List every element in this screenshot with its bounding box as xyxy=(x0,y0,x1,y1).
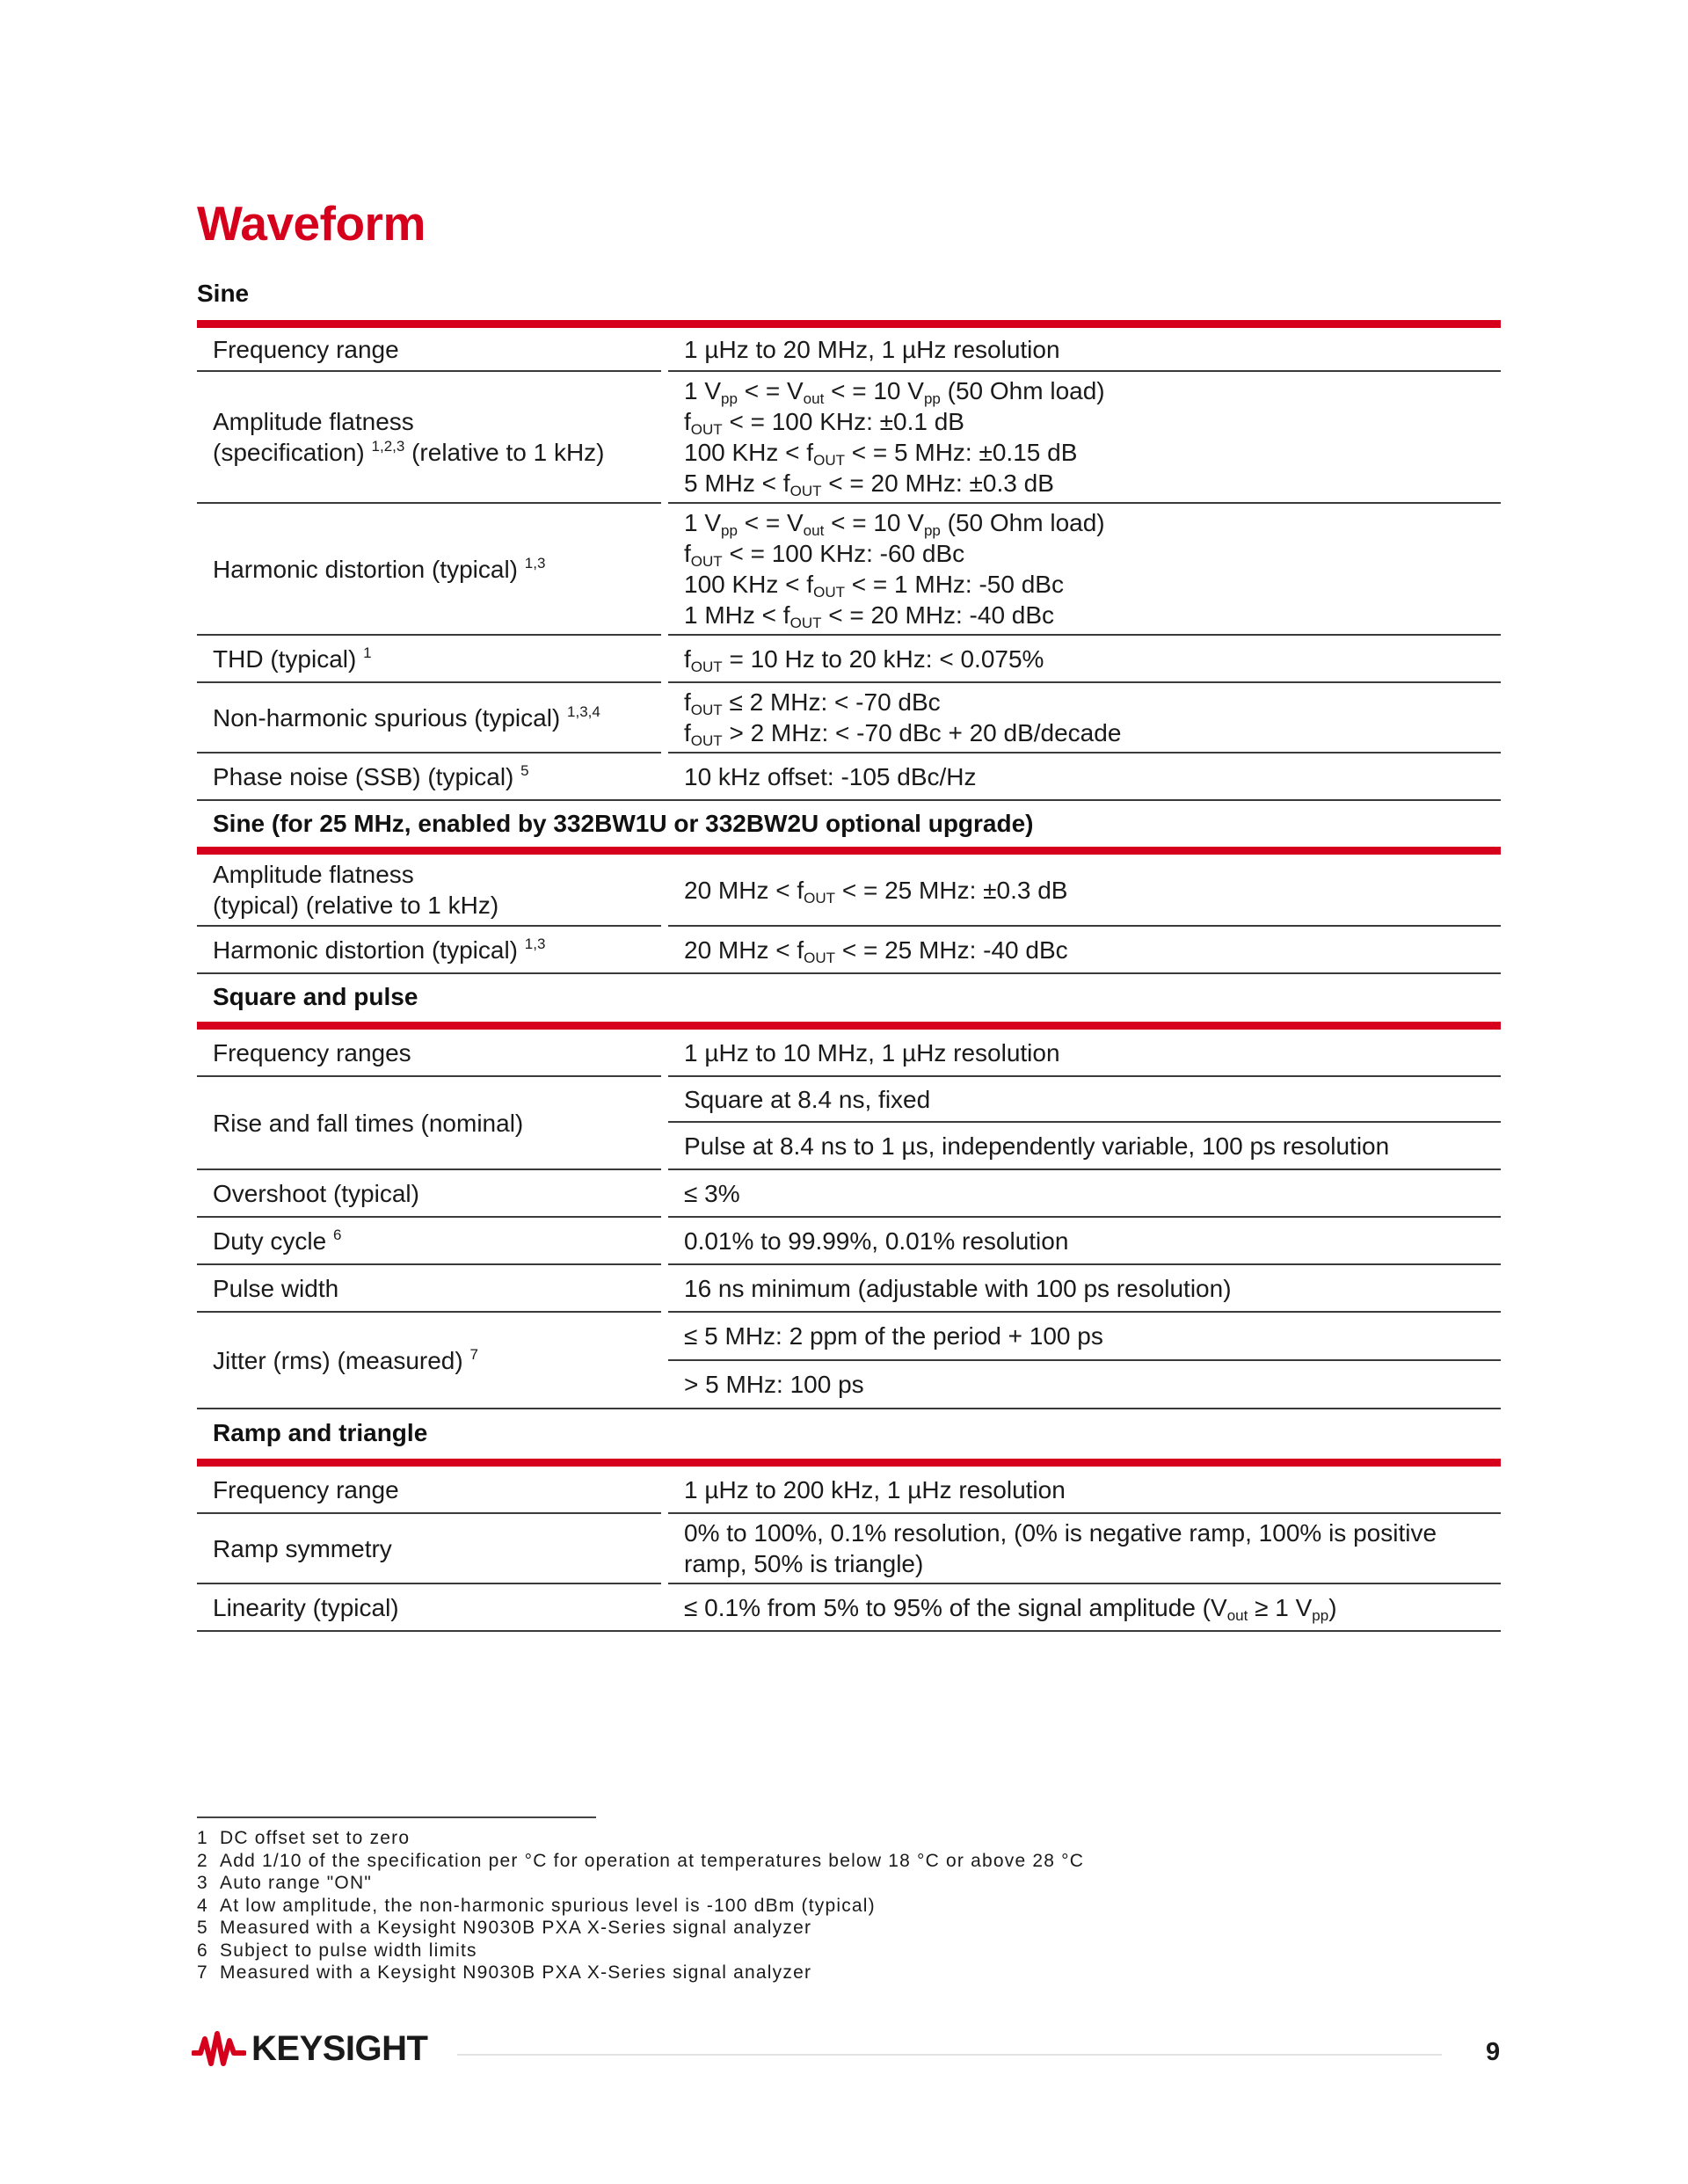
value-line: 1 $V_{pp}$ < = $V_{out}$ < = 10 $V_{pp}$ (50 Ohm load) xyxy=(684,509,1105,539)
value-line: $f_{OUT} = 10$ Hz to 20 kHz: < 0.075% xyxy=(684,644,1044,675)
value-line: 100 KHz < $f_{OUT}$ < = 5 MHz: ±0.15 dB xyxy=(684,439,1078,469)
value-line: 5 MHz < $f_{OUT}$ < = 20 MHz: ±0.3 dB xyxy=(684,470,1054,499)
spec-value: 0.01% to 99.99%, 0.01% resolution xyxy=(684,1227,1069,1255)
spec-value: > 5 MHz: 100 ps xyxy=(684,1371,864,1398)
spec-value xyxy=(684,683,1484,752)
section-heading-sine-25mhz: Sine (for 25 MHz, enabled by 332BW1U or 332BW2U optional upgrade) xyxy=(213,810,1034,837)
label-line: THD (typical) $^1$ xyxy=(213,644,372,673)
value-line: 1 MHz < $f_{OUT}$ < = 20 MHz: -40 dBc xyxy=(684,601,1055,631)
value-line: 0% to 100%, 0.1% resolution, (0% is negative ramp, 100% is positive xyxy=(684,1519,1437,1547)
label-line: Harmonic distortion (typical) $^{1,3}$ xyxy=(213,554,546,583)
label-line: Harmonic distortion (typical) $^{1,3}$ xyxy=(213,935,546,964)
section-bar xyxy=(197,1459,1501,1467)
spec-label xyxy=(213,636,652,681)
footnote-item: 5 Measured with a Keysight N9030B PXA X-Series signal analyzer xyxy=(197,1918,812,1938)
value-line: $f_{OUT}$ < = 100 KHz: ±0.1 dB xyxy=(684,408,964,438)
value-line: 20 MHz < $f_{OUT}$ < = 25 MHz: ±0.3 dB xyxy=(684,876,1068,906)
spec-label: Frequency range xyxy=(213,1475,399,1503)
page-title: Waveform xyxy=(197,196,426,251)
section-bar xyxy=(197,1022,1501,1030)
page-number: 9 xyxy=(1486,2038,1501,2066)
row-divider xyxy=(197,1408,1501,1409)
spec-value: 16 ns minimum (adjustable with 100 ps resolution) xyxy=(684,1274,1232,1302)
spec-label: Rise and fall times (nominal) xyxy=(213,1109,524,1137)
spec-label: Frequency ranges xyxy=(213,1038,411,1067)
spec-value xyxy=(684,1514,1484,1583)
brand-name: KEYSIGHT xyxy=(251,2029,428,2068)
spec-value xyxy=(684,855,1484,925)
value-line: $f_{OUT} > 2$ MHz: < -70 dBc + 20 dB/decade xyxy=(684,719,1122,749)
section-heading-sine: Sine xyxy=(197,280,250,307)
value-line: ≤ 0.1% from 5% to 95% of the signal amplitude ($V_{out} \ge 1$ $V_{pp}$) xyxy=(684,1593,1337,1624)
spec-value xyxy=(684,1584,1484,1630)
spec-label xyxy=(213,855,652,925)
row-divider xyxy=(197,1630,1501,1632)
spec-value: ≤ 3% xyxy=(684,1179,740,1207)
label-line: Phase noise (SSB) (typical) $^5$ xyxy=(213,761,529,790)
spec-value: Pulse at 8.4 ns to 1 µs, independently variable, 100 ps resolution xyxy=(684,1132,1390,1160)
value-line: 100 KHz < $f_{OUT}$ < = 1 MHz: -50 dBc xyxy=(684,571,1064,601)
spec-value: 10 kHz offset: -105 dBc/Hz xyxy=(684,762,977,790)
spec-value xyxy=(684,927,1484,972)
keysight-logo xyxy=(192,2029,427,2069)
spec-label: Ramp symmetry xyxy=(213,1534,392,1562)
label-line: Amplitude flatness xyxy=(213,408,414,435)
footer-rule xyxy=(457,2054,1442,2056)
label-line: (typical) (relative to 1 kHz) xyxy=(213,892,499,919)
spec-value: 1 µHz to 10 MHz, 1 µHz resolution xyxy=(684,1038,1060,1067)
section-heading-ramp-triangle: Ramp and triangle xyxy=(213,1419,428,1446)
spec-value: ≤ 5 MHz: 2 ppm of the period + 100 ps xyxy=(684,1322,1103,1350)
spec-value xyxy=(684,504,1484,634)
spec-label xyxy=(213,927,652,972)
footnote-item: 3 Auto range "ON" xyxy=(197,1873,372,1893)
label-line: Duty cycle $^6$ xyxy=(213,1226,342,1255)
value-line: 1 $V_{pp}$ < = $V_{out}$ < = 10 $V_{pp}$ (50 Ohm load) xyxy=(684,377,1105,407)
footnote-item: 1 DC offset set to zero xyxy=(197,1828,411,1848)
footnote-item: 7 Measured with a Keysight N9030B PXA X-Series signal analyzer xyxy=(197,1962,812,1983)
spec-label xyxy=(213,504,652,634)
section-bar xyxy=(197,320,1501,328)
label-line: (specification) $^{1,2,3}$ (relative to 1 kHz) xyxy=(213,438,605,466)
spec-value: 1 µHz to 200 kHz, 1 µHz resolution xyxy=(684,1475,1066,1503)
label-line: Amplitude flatness xyxy=(213,861,414,888)
spec-value xyxy=(684,636,1484,681)
footnotes xyxy=(197,1827,1084,1984)
value-line: $f_{OUT}$ < = 100 KHz: -60 dBc xyxy=(684,540,965,570)
label-line: Non-harmonic spurious (typical) $^{1,3,4}$ xyxy=(213,703,600,732)
footnote-item: 4 At low amplitude, the non-harmonic spurious level is -100 dBm (typical) xyxy=(197,1895,876,1916)
spec-value xyxy=(684,372,1484,502)
footnote-item: 2 Add 1/10 of the specification per °C for operation at temperatures below 18 °C or above 28 °C xyxy=(197,1850,1085,1871)
spec-label: Frequency range xyxy=(213,335,399,363)
section-heading-square-pulse: Square and pulse xyxy=(213,983,418,1010)
spec-label: Overshoot (typical) xyxy=(213,1179,419,1207)
section-bar xyxy=(197,847,1501,855)
spec-label xyxy=(213,372,652,502)
footnote-rule xyxy=(197,1816,596,1818)
row-divider xyxy=(197,972,1501,974)
spec-label xyxy=(213,1313,652,1408)
spec-label: Linearity (typical) xyxy=(213,1593,399,1621)
spec-label xyxy=(213,683,652,752)
value-line: ramp, 50% is triangle) xyxy=(684,1550,924,1577)
spec-label xyxy=(213,753,652,799)
spec-label xyxy=(213,1218,652,1263)
spec-label: Pulse width xyxy=(213,1274,339,1302)
value-line: 20 MHz < $f_{OUT}$ < = 25 MHz: -40 dBc xyxy=(684,935,1068,966)
value-line: $f_{OUT} \le 2$ MHz: < -70 dBc xyxy=(684,688,941,718)
keysight-wave-icon xyxy=(192,2030,246,2069)
label-line: Jitter (rms) (measured) $^7$ xyxy=(213,1345,478,1374)
row-divider xyxy=(197,799,1501,801)
spec-value: Square at 8.4 ns, fixed xyxy=(684,1085,931,1113)
footnote-item: 6 Subject to pulse width limits xyxy=(197,1940,477,1961)
spec-value: 1 µHz to 20 MHz, 1 µHz resolution xyxy=(684,335,1060,363)
